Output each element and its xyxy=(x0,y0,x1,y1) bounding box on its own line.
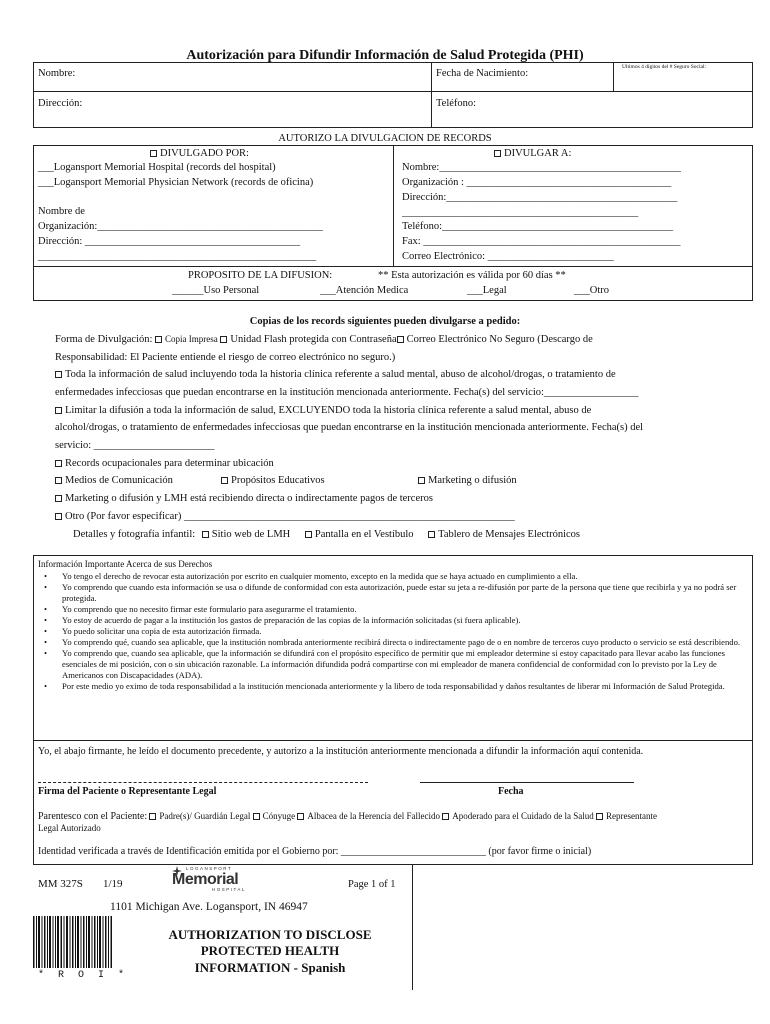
relation-parent-checkbox[interactable] xyxy=(149,813,156,820)
delivery-email-checkbox[interactable] xyxy=(397,336,404,343)
relation-executor-checkbox[interactable] xyxy=(297,813,304,820)
logo-top-text: LOGANSPORT xyxy=(186,866,233,871)
barcode-bars-icon xyxy=(33,916,113,968)
delivery-row xyxy=(55,333,593,346)
other-checkbox[interactable] xyxy=(55,513,62,520)
purpose-other[interactable]: ___Otro xyxy=(574,285,609,296)
date-line[interactable] xyxy=(420,782,634,783)
all-info-option[interactable]: Toda la información de salud incluyendo toda la historia clínica referente a salud mental, abuso de alcohol/drogas, o tratamiento de xyxy=(55,368,616,381)
rights-item: • Yo comprendo que cuando esta información se usa o difunde de conformidad con esta autorización, puede estar su jeta a re-difusión por parte de la persona que tiene que recibirla y ya no podrá ser protegida. xyxy=(62,582,750,604)
occupational-option[interactable]: Records ocupacionales para determinar ubicación xyxy=(55,457,274,470)
limit-option[interactable]: Limitar la difusión a toda la información de salud, EXCLUYENDO toda la historia clínica referente a salud mental, abuso de xyxy=(55,404,591,417)
photo-board-checkbox[interactable] xyxy=(428,531,435,538)
media-checkbox[interactable] xyxy=(55,477,62,484)
photo-label: Detalles y fotografía infantil: xyxy=(73,529,196,540)
delivery-email-label: Correo Electrónico No Seguro (Descargo de xyxy=(406,334,593,345)
copies-heading: Copias de los records siguientes pueden divulgarse a pedido: xyxy=(249,316,521,327)
release-heading: AUTORIZO LA DIVULGACION DE RECORDS xyxy=(278,133,492,144)
occupational-checkbox[interactable] xyxy=(55,460,62,467)
purpose-heading: PROPOSITO DE LA DIFUSION: xyxy=(188,270,333,281)
rights-item: • Yo tengo el derecho de revocar esta autorización por escrito en cualquier momento, excepto en la medida que se haya actuado en cumplimiento a ella. xyxy=(62,571,750,582)
rights-list xyxy=(38,571,750,692)
barcode-text: * R O I * xyxy=(38,970,129,981)
delivery-label: Forma de Divulgación: xyxy=(55,334,153,345)
delivery-print-checkbox[interactable] xyxy=(155,336,162,343)
media-option[interactable]: Medios de Comunicación xyxy=(55,474,173,487)
marketing-lmh-option[interactable]: Marketing o difusión y LMH está recibiendo directa o indirectamente pagos de terceros xyxy=(55,492,433,505)
relation-healthcare-proxy-checkbox[interactable] xyxy=(442,813,449,820)
from-org-field[interactable]: Organización:___________________________________________ xyxy=(38,221,324,232)
date-label: Fecha xyxy=(498,786,524,797)
limit-option-line2: alcohol/drogas, o tratamiento de enfermedades infecciosas que puedan encontrarse en la institución mencionada anteriormente. Fecha(s) del xyxy=(55,422,644,433)
from-heading: DIVULGADO POR: xyxy=(150,147,249,160)
form-code: MM 327S xyxy=(38,878,83,890)
page-number: Page 1 of 1 xyxy=(348,879,396,890)
relation-parent-label: Padre(s)/ Guardián Legal xyxy=(159,811,251,821)
signature-label: Firma del Paciente o Representante Legal xyxy=(38,786,217,797)
hospital-logo xyxy=(168,866,248,894)
purpose-valid-note: ** Esta autorización es válida por 60 días ** xyxy=(378,270,566,281)
limit-checkbox[interactable] xyxy=(55,407,62,414)
educational-checkbox[interactable] xyxy=(221,477,228,484)
english-title-2: PROTECTED HEALTH xyxy=(200,943,340,958)
photo-screen-checkbox[interactable] xyxy=(305,531,312,538)
patient-info-box xyxy=(33,62,753,128)
to-name-field[interactable]: Nombre:______________________________________________ xyxy=(402,162,681,173)
relation-executor-label: Albacea de la Herencia del Fallecido xyxy=(307,811,441,821)
delivery-flash-label: Unidad Flash protegida con Contraseña xyxy=(230,334,397,345)
to-email-field[interactable]: Correo Electrónico: ________________________ xyxy=(402,251,614,262)
address-field[interactable]: Dirección: xyxy=(38,98,83,109)
signature-statement: Yo, el abajo firmante, he leído el documento precedente, y autorizo a la institución anteriormente mencionada a difundir la información aquí contenida. xyxy=(38,746,644,757)
marketing-lmh-checkbox[interactable] xyxy=(55,495,62,502)
delivery-disclaimer: Responsabilidad: El Paciente entiende el riesgo de correo electrónico no seguro.) xyxy=(55,352,396,363)
dob-field[interactable]: Fecha de Nacimiento: xyxy=(436,68,529,79)
rights-item: • Yo comprendo qué, cuando sea aplicable, que la institución nombrada anteriormente recibirá directa o indirectamente pago de o en nombre de terceros cuyo producto o servicio se está describiendo. xyxy=(62,637,750,648)
to-address-line2[interactable]: _____________________________________________ xyxy=(402,207,639,218)
limit-service-date[interactable]: servicio: _______________________ xyxy=(55,440,215,451)
marketing-option[interactable]: Marketing o difusión xyxy=(418,474,517,487)
relation-row-line2: Legal Autorizado xyxy=(38,823,101,833)
rights-item: • Por este medio yo eximo de toda responsabilidad a la institución mencionada anteriormente y la libero de toda responsabilidad y daños resultantes de liberar mi Información de Salud Protegida. xyxy=(62,681,750,692)
from-address-field[interactable]: Dirección: _________________________________________ xyxy=(38,236,301,247)
marketing-checkbox[interactable] xyxy=(418,477,425,484)
from-checkbox[interactable] xyxy=(150,150,157,157)
from-item-hospital[interactable]: ___Logansport Memorial Hospital (records del hospital) xyxy=(38,162,276,173)
relation-representative-checkbox[interactable] xyxy=(596,813,603,820)
barcode xyxy=(33,916,113,968)
logo-bottom-text: HOSPITAL xyxy=(212,887,246,892)
relation-label: Parentesco con el Paciente: xyxy=(38,811,148,822)
logo-main-text: Memorial xyxy=(172,871,239,888)
relation-row xyxy=(38,811,657,822)
form-revision: 1/19 xyxy=(103,878,123,890)
phone-field[interactable]: Teléfono: xyxy=(436,98,477,109)
purpose-personal[interactable]: ______Uso Personal xyxy=(172,285,260,296)
delivery-print-label: Copia Impresa xyxy=(165,334,218,344)
photo-board-label: Tablero de Mensajes Electrónicos xyxy=(438,529,581,540)
relation-spouse-label: Cónyuge xyxy=(262,811,296,821)
identity-verification[interactable]: Identidad verificada a través de Identificación emitida por el Gobierno por: _____________________________ (por favor firme o inicial) xyxy=(38,846,592,857)
photo-row xyxy=(73,528,580,541)
photo-web-checkbox[interactable] xyxy=(202,531,209,538)
to-address-field[interactable]: Dirección:____________________________________________ xyxy=(402,192,678,203)
rights-heading: Información Importante Acerca de sus Derechos xyxy=(38,559,213,569)
rights-item: • Yo comprendo que no necesito firmar este formulario para asegurarme el tratamiento. xyxy=(62,604,750,615)
all-info-option-line2: enfermedades infecciosas que puedan encontrarse en la institución mencionada anteriormente. Fecha(s) del servicio:__________________ xyxy=(55,387,639,398)
educational-option[interactable]: Propósitos Educativos xyxy=(221,474,325,487)
photo-web-label: Sitio web de LMH xyxy=(211,529,291,540)
relation-healthcare-proxy-label: Apoderado para el Cuidado de la Salud xyxy=(452,811,594,821)
name-field[interactable]: Nombre: xyxy=(38,68,76,79)
english-title-3: INFORMATION - Spanish xyxy=(194,960,346,975)
from-address-line2[interactable]: _____________________________________________________ xyxy=(38,251,317,262)
english-title-1: AUTHORIZATION TO DISCLOSE xyxy=(168,927,372,942)
rights-item: • Yo puedo solicitar una copia de esta autorización firmada. xyxy=(62,626,750,637)
form-title: Autorización para Difundir Información de Salud Protegida (PHI) xyxy=(186,48,584,63)
to-heading: DIVULGAR A: xyxy=(494,147,571,160)
rights-item: • Yo comprendo que, cuando sea aplicable, que la información se difundirá con el propósito específico de permitir que mi empleador determine si estoy capacitado para llevar acabo las funciones esenciales de mi posición, con o sin ubicación razonable. La información difundida podrá compartirse con mi empleador de manera confidencial de conformidad con lo previsto por la Ley de Americanos con Discapacidades (ADA). xyxy=(62,648,750,681)
photo-screen-label: Pantalla en el Vestíbulo xyxy=(314,529,414,540)
signature-line[interactable] xyxy=(38,782,368,783)
to-phone-field[interactable]: Teléfono:____________________________________________ xyxy=(402,221,674,232)
to-fax-field[interactable]: Fax: _________________________________________________ xyxy=(402,236,681,247)
relation-spouse-checkbox[interactable] xyxy=(253,813,260,820)
purpose-medical[interactable]: ___Atención Medica xyxy=(320,285,409,296)
hospital-address: 1101 Michigan Ave. Logansport, IN 46947 xyxy=(110,901,308,913)
delivery-flash-checkbox[interactable] xyxy=(220,336,227,343)
rights-item: • Yo estoy de acuerdo de pagar a la institución los gastos de preparación de las copias de la información solicitadas (si fuera aplicable). xyxy=(62,615,750,626)
ssn-field[interactable]: Ultimos 4 dígitos del # Seguro Social: xyxy=(622,64,707,70)
relation-representative-label: Representante xyxy=(606,811,657,821)
from-item-physician[interactable]: ___Logansport Memorial Physician Network (records de oficina) xyxy=(38,177,314,188)
purpose-legal[interactable]: ___Legal xyxy=(467,285,507,296)
from-org-label: Nombre de xyxy=(38,206,85,217)
all-info-checkbox[interactable] xyxy=(55,371,62,378)
to-org-field[interactable]: Organización : _______________________________________ xyxy=(402,177,672,188)
to-checkbox[interactable] xyxy=(494,150,501,157)
other-option[interactable]: Otro (Por favor especificar) _______________________________________________________________ xyxy=(55,510,515,523)
